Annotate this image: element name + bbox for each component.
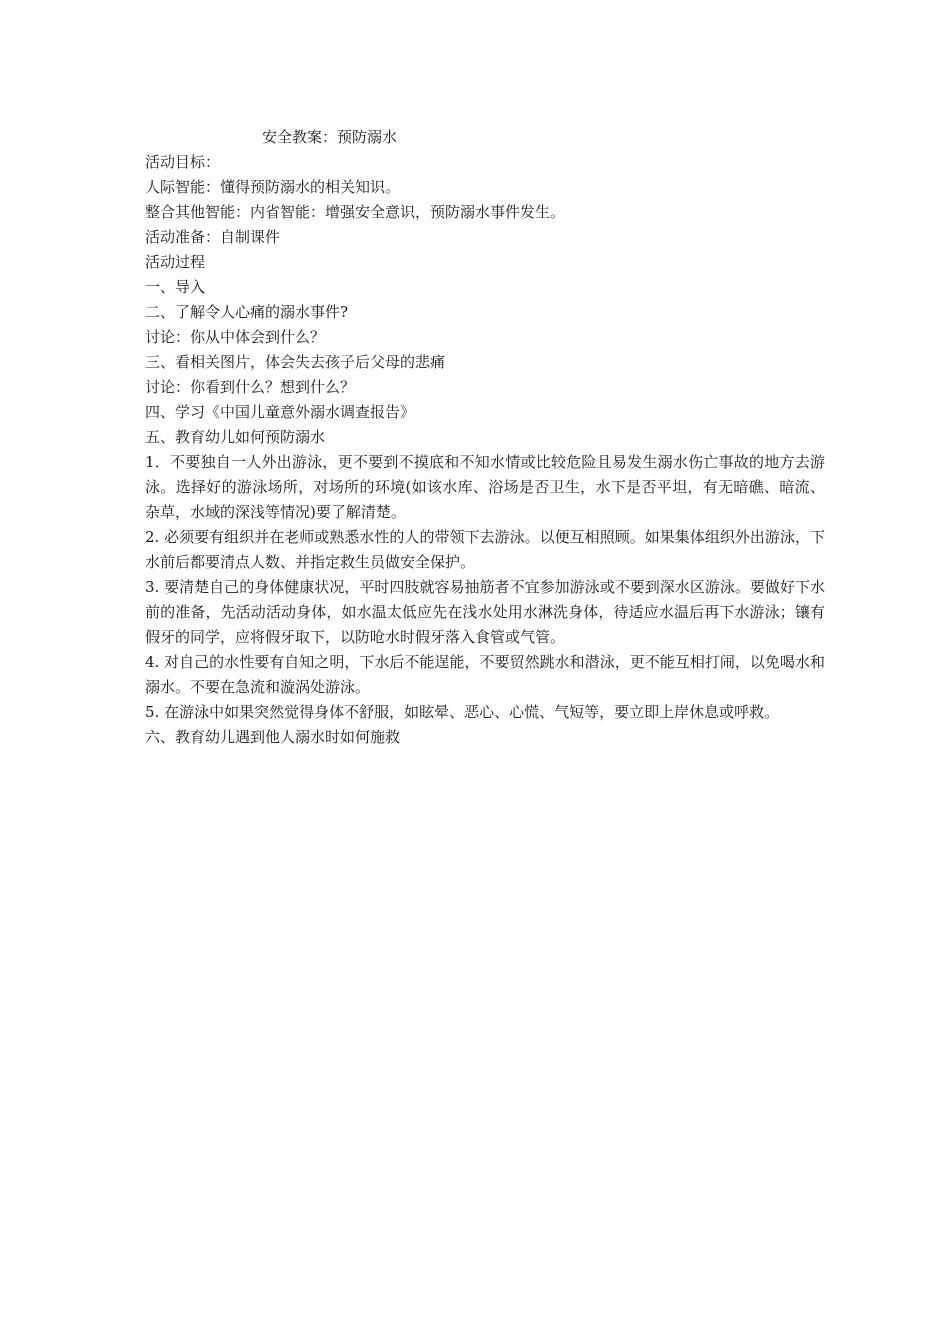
prevention-item-2: 2. 必须要有组织并在老师或熟悉水性的人的带领下去游泳。以便互相照顾。如果集体组织外出游泳，下水前后都要清点人数、并指定救生员做安全保护。 [145, 528, 825, 571]
step-3-pictures: 三、看相关图片，体会失去孩子后父母的悲痛 [145, 353, 446, 371]
step-5-prevention: 五、教育幼儿如何预防溺水 [145, 428, 326, 446]
discussion-1: 讨论：你从中体会到什么？ [145, 328, 326, 346]
prevention-item-1: 1．不要独自一人外出游泳，更不要到不摸底和不知水情或比较危险且易发生溺水伤亡事故的地方去游泳。选择好的游泳场所，对场所的环境(如该水库、浴场是否卫生，水下是否平坦，有无暗礁、暗流、杂草，水域的深浅等情况)要了解清楚。 [145, 453, 825, 521]
document-title: 安全教案：预防溺水 [262, 128, 398, 146]
step-1-intro: 一、导入 [145, 278, 206, 296]
objective-interpersonal: 人际智能：懂得预防溺水的相关知识。 [145, 178, 401, 196]
section-preparation: 活动准备：自制课件 [145, 228, 281, 246]
discussion-2: 讨论：你看到什么？想到什么？ [145, 378, 356, 396]
prevention-item-4: 4. 对自己的水性要有自知之明，下水后不能逞能，不要贸然跳水和潜泳，更不能互相打闹，以免喝水和溺水。不要在急流和漩涡处游泳。 [145, 653, 825, 696]
prevention-item-3: 3. 要清楚自己的身体健康状况，平时四肢就容易抽筋者不宜参加游泳或不要到深水区游泳。要做好下水前的准备，先活动活动身体，如水温太低应先在浅水处用水淋洗身体，待适应水温后再下水游泳；镶有假牙的同学，应将假牙取下，以防呛水时假牙落入食管或气管。 [145, 578, 825, 646]
step-4-report: 四、学习《中国儿童意外溺水调查报告》 [145, 403, 416, 421]
prevention-item-5: 5. 在游泳中如果突然觉得身体不舒服，如眩晕、恶心、心慌、气短等，要立即上岸休息或呼救。 [145, 703, 780, 721]
step-2-events: 二、了解令人心痛的溺水事件? [145, 303, 349, 321]
document-body [145, 125, 825, 750]
section-objectives: 活动目标： [145, 153, 221, 171]
objective-integrated: 整合其他智能：内省智能：增强安全意识，预防溺水事件发生。 [145, 203, 566, 221]
step-6-rescue: 六、教育幼儿遇到他人溺水时如何施救 [145, 728, 401, 746]
section-process: 活动过程 [145, 253, 206, 271]
